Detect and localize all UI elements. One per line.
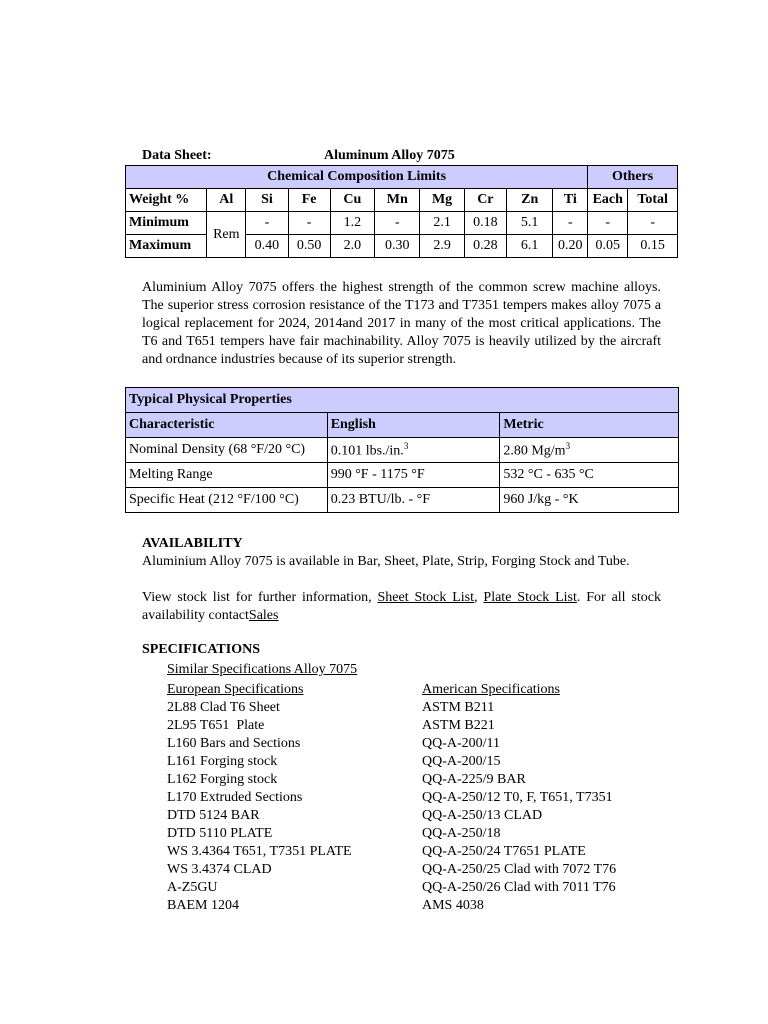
phys-header-english: English	[327, 413, 500, 438]
physical-title: Typical Physical Properties	[126, 388, 679, 413]
chem-row-label: Minimum	[126, 212, 207, 235]
chem-cell: 2.9	[420, 235, 464, 258]
chem-col-header: Mg	[420, 189, 464, 212]
physical-properties-table	[125, 387, 679, 513]
chem-cell: 0.40	[246, 235, 288, 258]
chem-band-title: Chemical Composition Limits	[126, 166, 588, 189]
chem-cell: 1.2	[330, 212, 374, 235]
chem-cell: 2.1	[420, 212, 464, 235]
chem-col-header: Fe	[288, 189, 330, 212]
chem-cell: 6.1	[506, 235, 552, 258]
spec-item: QQ-A-225/9 BAR	[422, 772, 526, 787]
stock-availability-text: View stock list for further information, Sheet Stock List, Plate Stock List. For all stock availability contactSales	[142, 590, 662, 623]
phys-cell-char: Melting Range	[126, 463, 328, 488]
chem-row-label: Maximum	[126, 235, 207, 258]
data-sheet-label: Data Sheet:	[142, 148, 212, 163]
chem-cell: -	[553, 212, 588, 235]
chem-cell: 0.20	[553, 235, 588, 258]
spec-item: ASTM B211	[422, 700, 495, 715]
specifications-heading: SPECIFICATIONS	[142, 642, 260, 657]
intro-paragraph: Aluminium Alloy 7075 offers the highest strength of the common screw machine alloys. The superior stress corrosion resistance of the T173 and T7351 tempers makes alloy 7075 a logical replacement for 2024, 2014and 2017 in many of the most critical applications. The T6 and T651 tempers have fair machinability. Alloy 7075 is heavily utilized by the aircraft and ordnance industries because of its superior strength.	[142, 280, 661, 367]
plate-stock-list-link[interactable]: Plate Stock List	[483, 590, 577, 605]
spec-item: QQ-A-250/24 T7651 PLATE	[422, 844, 586, 859]
american-specifications-heading: American Specifications	[422, 682, 561, 697]
chem-cell: 0.15	[628, 235, 678, 258]
chem-cell: 0.28	[464, 235, 506, 258]
spec-item: QQ-A-200/11	[422, 736, 501, 751]
chem-row-minimum	[126, 212, 678, 235]
european-specifications-list	[167, 699, 352, 915]
chem-cell: -	[588, 212, 628, 235]
phys-row-specific-heat	[126, 488, 679, 513]
chem-cell: 0.50	[288, 235, 330, 258]
chem-col-header: Mn	[375, 189, 420, 212]
chemical-composition-table	[125, 165, 678, 258]
sales-link[interactable]: Sales	[248, 608, 279, 623]
chem-col-header: Cu	[330, 189, 374, 212]
phys-header-characteristic: Characteristic	[126, 413, 328, 438]
spec-item: QQ-A-250/12 T0, F, T651, T7351	[422, 790, 613, 805]
spec-item: QQ-A-250/26 Clad with 7011 T76	[422, 880, 616, 895]
spec-item: 2L88 Clad T6 Sheet	[167, 700, 280, 715]
phys-cell-char: Specific Heat (212 °F/100 °C)	[126, 488, 328, 513]
phys-cell-metric: 960 J/kg - °K	[500, 488, 679, 513]
chem-cell-al: Rem	[207, 212, 246, 258]
chem-cell: -	[246, 212, 288, 235]
spec-item: DTD 5124 BAR	[167, 808, 260, 823]
phys-cell-metric: 2.80 $Mg/m^3$	[500, 438, 679, 463]
spec-item: QQ-A-250/13 CLAD	[422, 808, 543, 823]
chem-col-header: Zn	[506, 189, 552, 212]
phys-row-melting	[126, 463, 679, 488]
spec-item: L161 Forging stock	[167, 754, 278, 769]
spec-item: ASTM B221	[422, 718, 495, 733]
chem-cell: 0.18	[464, 212, 506, 235]
chem-col-header: Si	[246, 189, 288, 212]
european-specifications-heading: European Specifications	[167, 682, 304, 697]
chem-header-row	[126, 189, 678, 212]
chem-cell: 5.1	[506, 212, 552, 235]
chem-col-header: Total	[628, 189, 678, 212]
page-title: Aluminum Alloy 7075	[324, 148, 455, 163]
american-specifications-list	[422, 699, 616, 915]
others-title: Others	[588, 166, 678, 189]
chem-cell: 2.0	[330, 235, 374, 258]
phys-cell-char: Nominal Density (68 °F/20 °C)	[126, 438, 328, 463]
spec-item: QQ-A-250/18	[422, 826, 501, 841]
spec-item: WS 3.4364 T651, T7351 PLATE	[167, 844, 352, 859]
chem-col-header: Al	[207, 189, 246, 212]
spec-item: L160 Bars and Sections	[167, 736, 301, 751]
phys-header-metric: Metric	[500, 413, 679, 438]
chem-col-header: Cr	[464, 189, 506, 212]
chem-cell: -	[628, 212, 678, 235]
spec-item: BAEM 1204	[167, 898, 239, 913]
chem-col-header: Ti	[553, 189, 588, 212]
phys-cell-english: 0.101 lbs./in.$^3$	[327, 438, 500, 463]
chem-cell: 0.05	[588, 235, 628, 258]
spec-item: L170 Extruded Sections	[167, 790, 303, 805]
chem-cell: -	[375, 212, 420, 235]
similar-specifications-link[interactable]: Similar Specifications Alloy 7075	[167, 662, 358, 677]
spec-item: QQ-A-200/15	[422, 754, 501, 769]
phys-cell-english: 990 °F - 1175 °F	[327, 463, 500, 488]
sheet-stock-list-link[interactable]: Sheet Stock List	[377, 590, 475, 605]
availability-heading: AVAILABILITY	[142, 536, 243, 551]
spec-item: WS 3.4374 CLAD	[167, 862, 272, 877]
spec-item: AMS 4038	[422, 898, 484, 913]
chem-cell: -	[288, 212, 330, 235]
chem-cell: 0.30	[375, 235, 420, 258]
availability-text: Aluminium Alloy 7075 is available in Bar, Sheet, Plate, Strip, Forging Stock and Tube.	[142, 554, 630, 569]
phys-row-density	[126, 438, 679, 463]
chem-col-header: Weight %	[126, 189, 207, 212]
spec-item: DTD 5110 PLATE	[167, 826, 273, 841]
phys-cell-metric: 532 °C - 635 °C	[500, 463, 679, 488]
spec-item: 2L95 T651 Plate	[167, 718, 265, 733]
spec-item: QQ-A-250/25 Clad with 7072 T76	[422, 862, 617, 877]
chem-col-header: Each	[588, 189, 628, 212]
spec-item: L162 Forging stock	[167, 772, 278, 787]
spec-item: A-Z5GU	[167, 880, 218, 895]
phys-cell-english: 0.23 BTU/lb. - °F	[327, 488, 500, 513]
